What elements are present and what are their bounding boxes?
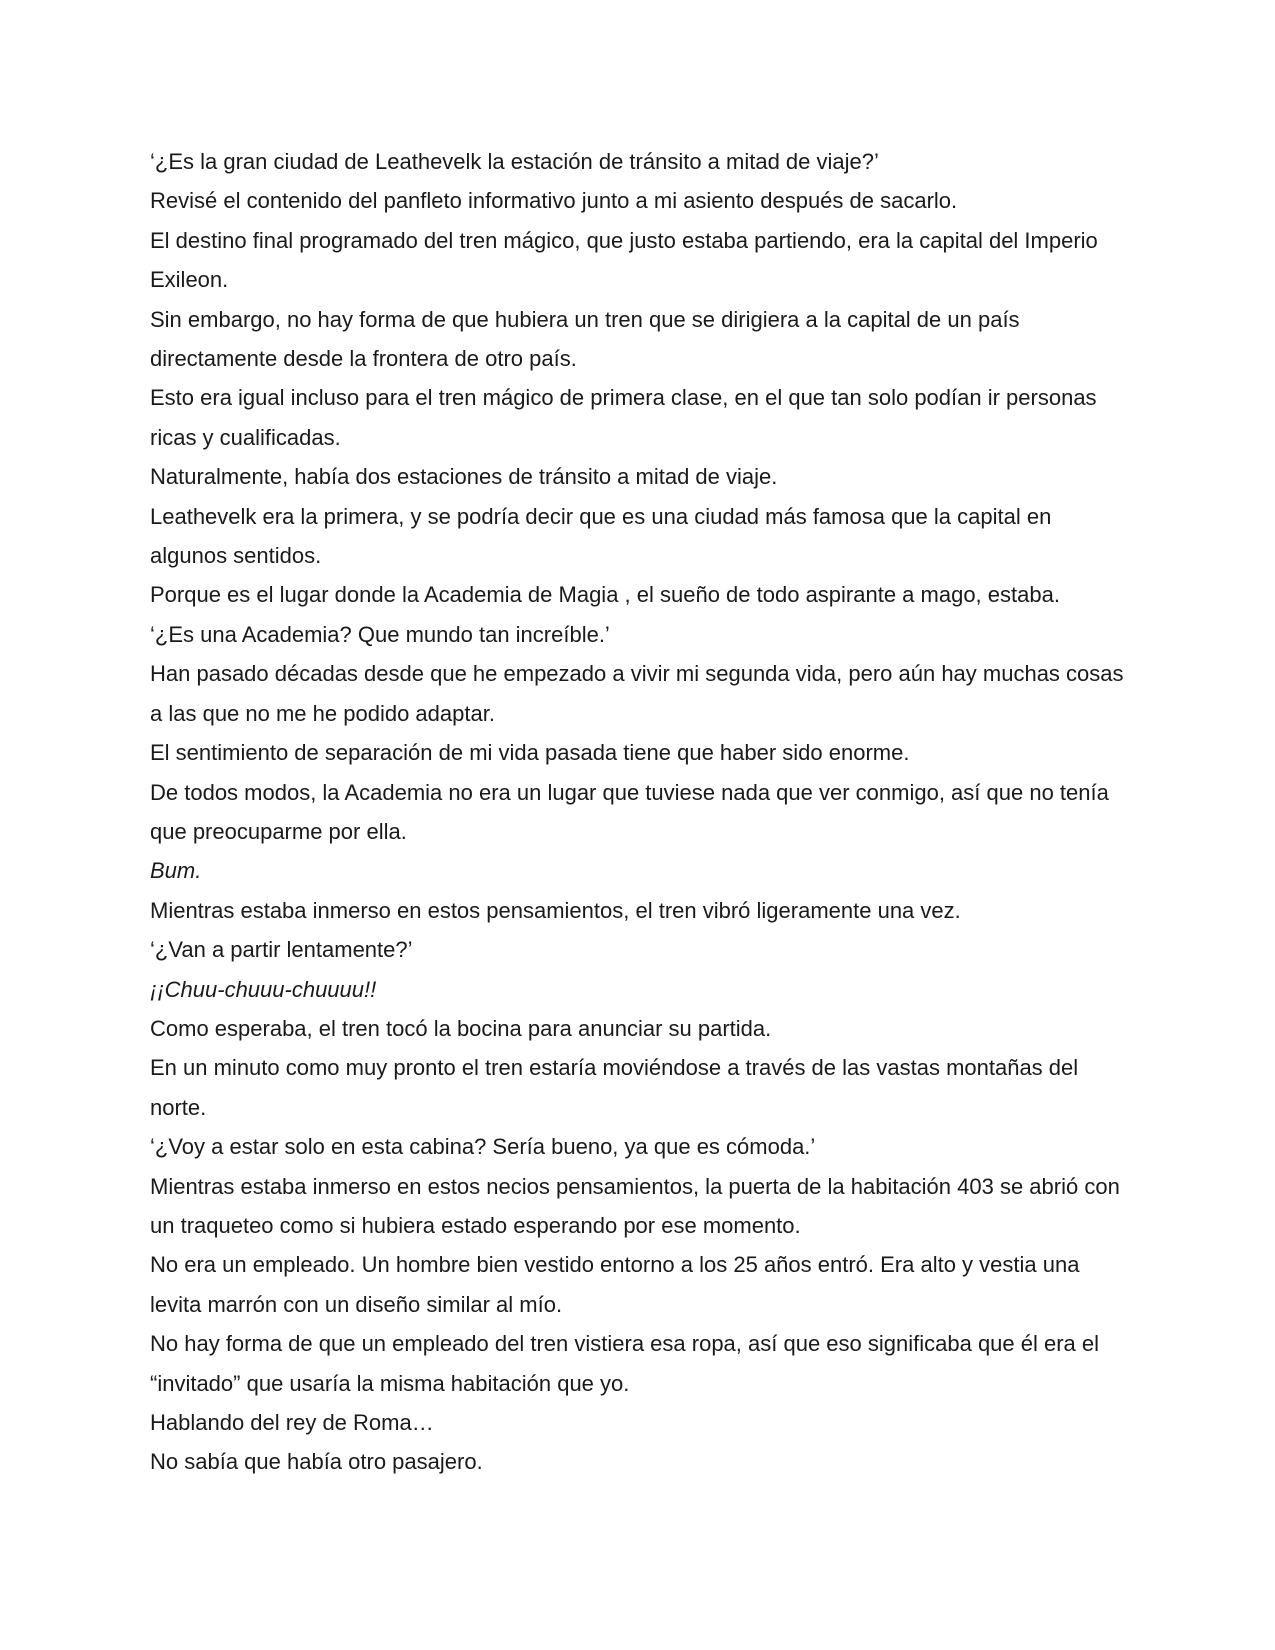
paragraph: Naturalmente, había dos estaciones de tránsito a mitad de viaje.	[150, 464, 778, 490]
paragraph: De todos modos, la Academia no era un lugar que tuviese nada que ver conmigo, así que no tenía que preocuparme por ella.	[150, 779, 1109, 844]
paragraph: Leathevelk era la primera, y se podría decir que es una ciudad más famosa que la capital en algunos sentidos.	[150, 503, 1052, 569]
paragraph: ‘¿Voy a estar solo en esta cabina? Sería bueno, ya que es cómoda.’	[150, 1134, 816, 1160]
paragraph: Mientras estaba inmerso en estos necios pensamientos, la puerta de la habitación 403 se abrió con un traqueteo como si hubiera estado esperando por ese momento.	[150, 1173, 1120, 1238]
paragraph: ‘¿Es una Academia? Que mundo tan increíble.’	[150, 621, 610, 647]
paragraph: Hablando del rey de Roma…	[150, 1410, 434, 1435]
sound-effect-paragraph: Bum.	[150, 858, 202, 884]
sound-effect-paragraph: ¡¡Chuu-chuuu-chuuuu!!	[150, 976, 377, 1002]
paragraph: Revisé el contenido del panfleto informativo junto a mi asiento después de sacarlo.	[150, 188, 958, 214]
paragraph: No hay forma de que un empleado del tren vistiera esa ropa, así que eso significaba que él era el “invitado” que usaría la misma habitación que yo.	[150, 1331, 1100, 1396]
paragraph: El sentimiento de separación de mi vida pasada tiene que haber sido enorme.	[150, 740, 910, 766]
paragraph: En un minuto como muy pronto el tren estaría moviéndose a través de las vastas montañas del norte.	[150, 1055, 1079, 1120]
paragraph: No sabía que había otro pasajero.	[150, 1449, 483, 1475]
paragraph: Sin embargo, no hay forma de que hubiera un tren que se dirigiera a la capital de un país directamente desde la frontera de otro país.	[150, 306, 1020, 372]
paragraph: Han pasado décadas desde que he empezado a vivir mi segunda vida, pero aún hay muchas cosas a las que no me he podido adaptar.	[150, 661, 1124, 726]
paragraph: El destino final programado del tren mágico, que justo estaba partiendo, era la capital del Imperio Exileon.	[150, 227, 1098, 293]
paragraph: ‘¿Es la gran ciudad de Leathevelk la estación de tránsito a mitad de viaje?’	[150, 149, 879, 174]
paragraph: Esto era igual incluso para el tren mágico de primera clase, en el que tan solo podían ir personas ricas y cualificadas.	[150, 385, 1097, 450]
document-body	[150, 142, 1130, 1482]
paragraph: Mientras estaba inmerso en estos pensamientos, el tren vibró ligeramente una vez.	[150, 897, 961, 923]
paragraph: No era un empleado. Un hombre bien vestido entorno a los 25 años entró. Era alto y vestia una levita marrón con un diseño similar al mío.	[150, 1252, 1080, 1317]
paragraph: ‘¿Van a partir lentamente?’	[150, 937, 413, 963]
paragraph: Como esperaba, el tren tocó la bocina para anunciar su partida.	[150, 1015, 772, 1041]
paragraph: Porque es el lugar donde la Academia de Magia , el sueño de todo aspirante a mago, estaba.	[150, 582, 1060, 608]
